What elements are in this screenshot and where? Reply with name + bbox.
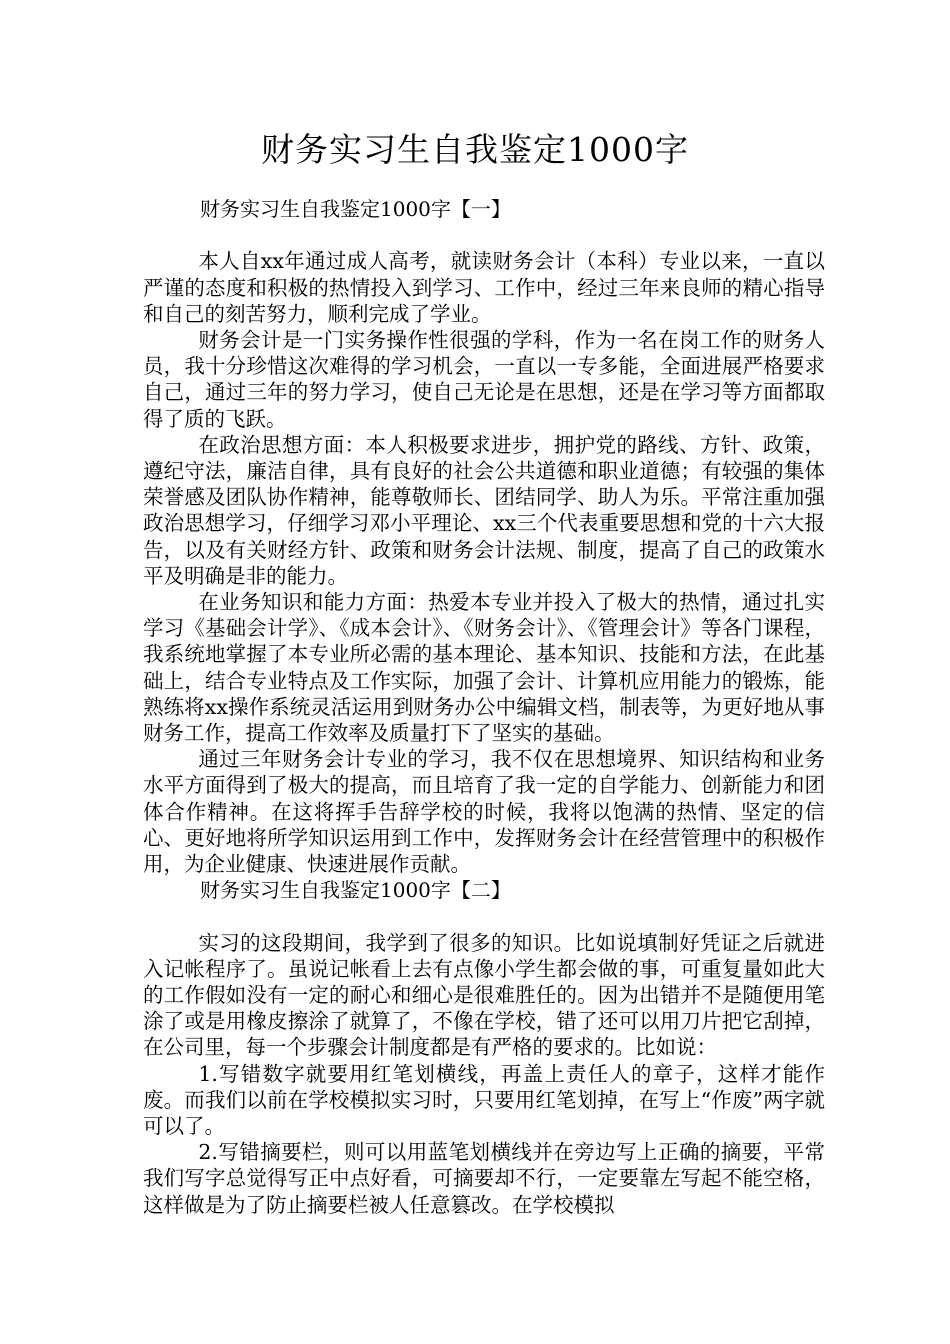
document-title: 财务实习生自我鉴定1000字 (261, 130, 689, 169)
blank-line (143, 903, 825, 929)
paragraph: 在政治思想方面：本人积极要求进步，拥护党的路线、方针、政策，遵纪守法，廉洁自律，具有良好的社会公共道德和职业道德；有较强的集体荣誉感及团队协作精神，能尊敬师长、团结同学、助人为乐。平常注重加强政治思想学习，仔细学习邓小平理论、xx三个代表重要思想和党的十六大报告，以及有关财经方针、政策和财务会计法规、制度，提高了自己的政策水平及明确是非的能力。 (143, 432, 825, 588)
blank-line (143, 222, 825, 248)
paragraph: 在业务知识和能力方面：热爱本专业并投入了极大的热情，通过扎实学习《基础会计学》、《成本会计》、《财务会计》、《管理会计》等各门课程，我系统地掌握了本专业所必需的基本理论、基本知识、技能和方法，在此基础上，结合专业特点及工作实际，加强了会计、计算机应用能力的锻炼，能熟练将xx操作系统灵活运用到财务办公中编辑文档，制表等，为更好地从事财务工作，提高工作效率及质量打下了坚实的基础。 (143, 590, 825, 746)
paragraph: 2.写错摘要栏，则可以用蓝笔划横线并在旁边写上正确的摘要，平常我们写字总觉得写正中点好看，可摘要却不行，一定要靠左写起不能空格，这样做是为了防止摘要栏被人任意篡改。在学校模拟 (143, 1140, 825, 1217)
paragraph: 通过三年财务会计专业的学习，我不仅在思想境界、知识结构和业务水平方面得到了极大的提高，而且培育了我一定的自学能力、创新能力和团体合作精神。在这将挥手告辞学校的时候，我将以饱满的热情、坚定的信心、更好地将所学知识运用到工作中，发挥财务会计在经营管理中的积极作用，为企业健康、快速进展作贡献。 (143, 747, 825, 877)
section-heading: 财务实习生自我鉴定1000字【二】 (200, 878, 511, 903)
section-two (143, 877, 825, 1218)
paragraph: 本人自xx年通过成人高考，就读财务会计（本科）专业以来，一直以严谨的态度和积极的热情投入到学习、工作中，经过三年来良师的精心指导和自己的刻苦努力，顺利完成了学业。 (143, 249, 825, 326)
section-one (143, 196, 825, 877)
section-heading: 财务实习生自我鉴定1000字【一】 (200, 197, 511, 221)
paragraph: 实习的这段期间，我学到了很多的知识。比如说填制好凭证之后就进入记帐程序了。虽说记帐看上去有点像小学生都会做的事，可重复量如此大的工作假如没有一定的耐心和细心是很难胜任的。因为出错并不是随便用笔涂了或是用橡皮擦涂了就算了，不像在学校，错了还可以用刀片把它刮掉，在公司里，每一个步骤会计制度都是有严格的要求的。比如说： (143, 930, 825, 1060)
paragraph: 财务会计是一门实务操作性很强的学科，作为一名在岗工作的财务人员，我十分珍惜这次难得的学习机会，一直以一专多能，全面进展严格要求自己，通过三年的努力学习，使自己无论是在思想，还是在学习等方面都取得了质的飞跃。 (143, 328, 825, 431)
paragraph: 1.写错数字就要用红笔划横线，再盖上责任人的章子，这样才能作废。而我们以前在学校模拟实习时，只要用红笔划掉，在写上“作废”两字就可以了。 (143, 1061, 825, 1139)
document-body (143, 196, 825, 1218)
